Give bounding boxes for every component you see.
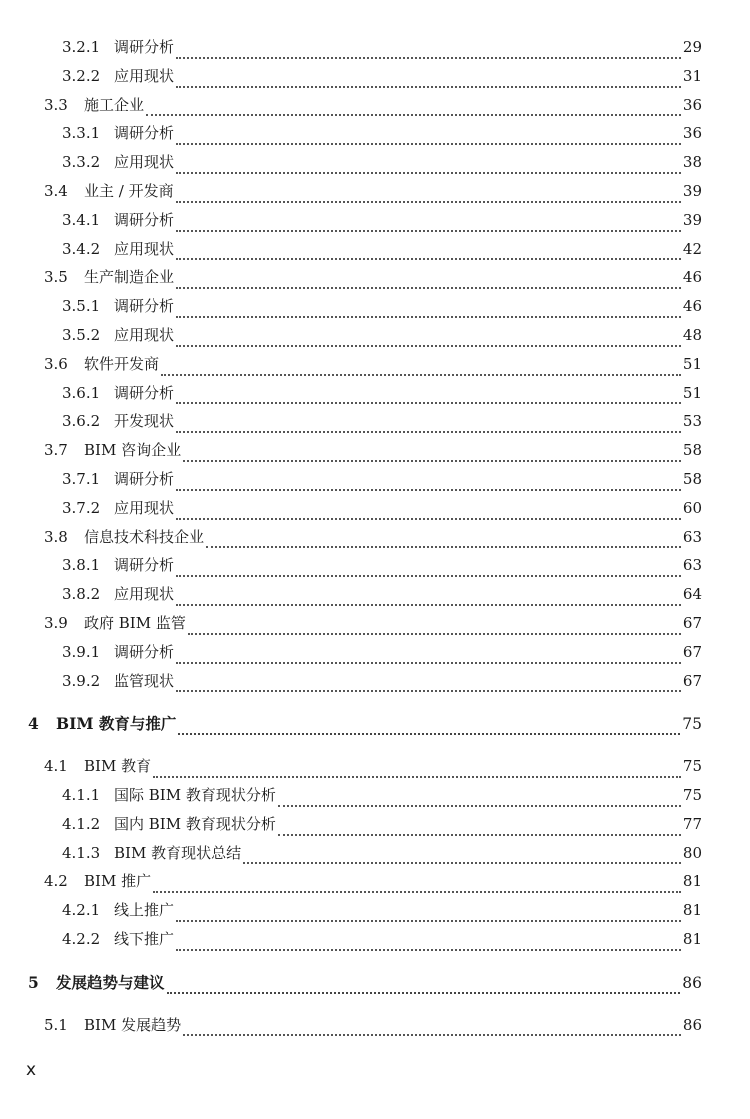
page-number-footer: x — [26, 1060, 37, 1080]
toc-entry-title: 生产制造企业 — [84, 268, 175, 287]
toc-entry-title: 调研分析 — [114, 556, 175, 575]
dot-leader — [183, 1033, 681, 1036]
toc-entry-title: 开发现状 — [114, 412, 175, 431]
toc-entry-number: 3.7 — [44, 441, 68, 460]
toc-subsection-entry[interactable] — [0, 468, 750, 497]
toc-entry-number: 3.7.1 — [62, 469, 101, 488]
toc-entry-title: 调研分析 — [114, 38, 175, 56]
dot-leader — [188, 632, 681, 635]
dot-leader — [176, 919, 681, 922]
dot-leader — [176, 401, 681, 404]
toc-entry-page-number: 77 — [682, 814, 702, 833]
toc-entry-page-number: 48 — [682, 325, 702, 344]
dot-leader — [178, 732, 680, 735]
toc-entry-number: 4.1.1 — [62, 785, 101, 804]
toc-entry-number: 3.3 — [44, 95, 68, 114]
toc-subsection-entry[interactable] — [0, 928, 750, 957]
toc-entry-number: 3.7.2 — [62, 498, 101, 517]
toc-entry-number: 3.8.1 — [62, 556, 101, 575]
toc-entry-page-number: 46 — [682, 297, 702, 316]
toc-entry-page-number: 42 — [682, 239, 702, 258]
toc-subsection-entry[interactable] — [0, 784, 750, 813]
toc-entry-number: 3.5 — [44, 268, 68, 287]
toc-entry-title: 发展趋势与建议 — [56, 972, 165, 992]
toc-entry-title: 调研分析 — [114, 383, 175, 402]
toc-entry-page-number: 51 — [682, 354, 702, 373]
toc-entry-title: 应用现状 — [114, 66, 175, 85]
toc-entry-number: 3.2.2 — [62, 66, 101, 85]
toc-entry-page-number: 31 — [682, 66, 702, 85]
dot-leader — [243, 861, 681, 864]
toc-entry-title: 国际 BIM 教育现状分析 — [114, 785, 276, 804]
toc-entry-title: 调研分析 — [114, 210, 175, 229]
toc-entry-number: 4.2 — [44, 872, 68, 891]
toc-entry-number: 5.1 — [44, 1015, 68, 1034]
toc-subsection-entry[interactable] — [0, 122, 750, 151]
toc-entry-number: 3.8.2 — [62, 585, 101, 604]
dot-leader — [176, 517, 681, 520]
toc-section-entry[interactable] — [0, 439, 750, 468]
toc-entry-page-number: 86 — [682, 1015, 702, 1034]
toc-section-entry[interactable] — [0, 180, 750, 209]
dot-leader — [176, 574, 681, 577]
toc-entry-page-number: 81 — [682, 901, 702, 920]
toc-entry-page-number: 86 — [682, 973, 702, 992]
toc-section-entry[interactable] — [0, 353, 750, 382]
toc-entry-number: 4.2.2 — [62, 929, 101, 948]
toc-entry-number: 3.6 — [44, 354, 68, 373]
dot-leader — [176, 488, 681, 491]
dot-leader — [153, 775, 681, 778]
toc-entry-page-number: 53 — [682, 412, 702, 431]
toc-entry-number: 5 — [28, 972, 39, 992]
toc-entry-number: 3.6.2 — [62, 412, 101, 431]
toc-entry-number: 3.9.1 — [62, 642, 101, 661]
toc-entry-page-number: 58 — [682, 441, 702, 460]
dot-leader — [176, 948, 681, 951]
dot-leader — [167, 991, 681, 994]
dot-leader — [206, 545, 681, 548]
dot-leader — [176, 257, 681, 260]
dot-leader — [146, 113, 681, 116]
dot-leader — [278, 804, 681, 807]
toc-entry-page-number: 67 — [682, 671, 702, 690]
toc-entry-page-number: 39 — [682, 210, 702, 229]
dot-leader — [153, 890, 681, 893]
toc-entry-title: 调研分析 — [114, 469, 175, 488]
table-of-contents — [0, 36, 750, 1042]
dot-leader — [176, 85, 681, 88]
toc-entry-title: 应用现状 — [114, 585, 175, 604]
toc-subsection-entry[interactable] — [0, 410, 750, 439]
toc-entry-page-number: 46 — [682, 268, 702, 287]
toc-section-entry[interactable] — [0, 526, 750, 555]
toc-subsection-entry[interactable] — [0, 65, 750, 94]
toc-entry-page-number: 36 — [682, 95, 702, 114]
toc-subsection-entry[interactable] — [0, 899, 750, 928]
toc-entry-number: 3.9 — [44, 613, 68, 632]
toc-entry-title: 应用现状 — [114, 153, 175, 172]
toc-entry-page-number: 58 — [682, 469, 702, 488]
toc-entry-title: 监管现状 — [114, 671, 175, 690]
toc-entry-title: 施工企业 — [84, 95, 145, 114]
toc-entry-page-number: 81 — [682, 872, 702, 891]
toc-entry-title: 信息技术科技企业 — [84, 527, 205, 546]
dot-leader — [176, 603, 681, 606]
toc-entry-title: 调研分析 — [114, 124, 175, 143]
toc-entry-number: 4.2.1 — [62, 901, 101, 920]
dot-leader — [183, 459, 681, 462]
toc-entry-number: 3.8 — [44, 527, 68, 546]
toc-entry-page-number: 67 — [682, 613, 702, 632]
dot-leader — [176, 200, 681, 203]
toc-entry-page-number: 64 — [682, 585, 702, 604]
toc-entry-title: 国内 BIM 教育现状分析 — [114, 814, 276, 833]
toc-entry-title: 业主 / 开发商 — [84, 181, 174, 200]
toc-entry-page-number: 51 — [682, 383, 702, 402]
toc-entry-number: 4.1.2 — [62, 814, 101, 833]
toc-entry-title: 调研分析 — [114, 642, 175, 661]
toc-entry-title: BIM 教育现状总结 — [114, 843, 242, 862]
toc-entry-title: 软件开发商 — [84, 354, 160, 373]
toc-section-entry[interactable] — [0, 94, 750, 123]
dot-leader — [176, 229, 681, 232]
toc-entry-page-number: 29 — [682, 38, 702, 56]
toc-entry-page-number: 63 — [682, 556, 702, 575]
toc-subsection-entry[interactable] — [0, 151, 750, 180]
toc-entry-page-number: 81 — [682, 929, 702, 948]
toc-subsection-entry[interactable] — [0, 842, 750, 871]
toc-entry-title: BIM 咨询企业 — [84, 441, 182, 460]
toc-chapter-entry[interactable] — [0, 712, 750, 741]
toc-entry-page-number: 80 — [682, 843, 702, 862]
dot-leader — [176, 56, 681, 59]
dot-leader — [176, 344, 681, 347]
toc-subsection-entry[interactable] — [0, 238, 750, 267]
toc-entry-number: 3.9.2 — [62, 671, 101, 690]
toc-entry-page-number: 60 — [682, 498, 702, 517]
toc-subsection-entry[interactable] — [0, 209, 750, 238]
toc-chapter-entry[interactable] — [0, 971, 750, 1000]
toc-entry-title: BIM 发展趋势 — [84, 1015, 182, 1034]
dot-leader — [176, 142, 681, 145]
toc-entry-page-number: 39 — [682, 181, 702, 200]
toc-subsection-entry[interactable] — [0, 497, 750, 526]
toc-subsection-entry[interactable] — [0, 813, 750, 842]
toc-entry-number: 3.3.1 — [62, 124, 101, 143]
toc-section-entry[interactable] — [0, 266, 750, 295]
dot-leader — [176, 689, 681, 692]
toc-entry-number: 3.5.1 — [62, 297, 101, 316]
toc-subsection-entry[interactable] — [0, 382, 750, 411]
dot-leader — [176, 286, 681, 289]
toc-subsection-entry[interactable] — [0, 36, 750, 65]
dot-leader — [278, 833, 681, 836]
toc-entry-page-number: 38 — [682, 153, 702, 172]
toc-entry-page-number: 63 — [682, 527, 702, 546]
toc-entry-number: 3.5.2 — [62, 325, 101, 344]
toc-entry-title: 应用现状 — [114, 325, 175, 344]
toc-entry-title: 应用现状 — [114, 498, 175, 517]
toc-entry-number: 3.4.2 — [62, 239, 101, 258]
dot-leader — [176, 661, 681, 664]
toc-entry-page-number: 67 — [682, 642, 702, 661]
toc-entry-number: 3.2.1 — [62, 38, 101, 56]
toc-subsection-entry[interactable] — [0, 583, 750, 612]
toc-entry-page-number: 75 — [682, 715, 702, 734]
dot-leader — [176, 171, 681, 174]
toc-entry-number: 4.1.3 — [62, 843, 101, 862]
toc-entry-number: 3.3.2 — [62, 153, 101, 172]
dot-leader — [176, 430, 681, 433]
toc-entry-number: 3.4.1 — [62, 210, 101, 229]
toc-entry-title: 应用现状 — [114, 239, 175, 258]
toc-subsection-entry[interactable] — [0, 641, 750, 670]
dot-leader — [176, 315, 681, 318]
toc-entry-title: 调研分析 — [114, 297, 175, 316]
toc-section-entry[interactable] — [0, 1014, 750, 1043]
dot-leader — [161, 373, 681, 376]
toc-entry-number: 4 — [28, 714, 39, 734]
toc-entry-number: 4.1 — [44, 757, 68, 776]
toc-entry-title: BIM 教育 — [84, 757, 152, 776]
toc-entry-title: 线下推广 — [114, 929, 175, 948]
toc-entry-title: BIM 教育与推广 — [56, 714, 177, 734]
toc-entry-title: BIM 推广 — [84, 872, 152, 891]
toc-section-entry[interactable] — [0, 755, 750, 784]
toc-section-entry[interactable] — [0, 612, 750, 641]
toc-subsection-entry[interactable] — [0, 670, 750, 699]
toc-entry-page-number: 75 — [682, 757, 702, 776]
toc-subsection-entry[interactable] — [0, 324, 750, 353]
toc-entry-page-number: 36 — [682, 124, 702, 143]
toc-entry-number: 3.4 — [44, 181, 68, 200]
toc-entry-title: 线上推广 — [114, 901, 175, 920]
toc-section-entry[interactable] — [0, 870, 750, 899]
toc-subsection-entry[interactable] — [0, 554, 750, 583]
toc-entry-title: 政府 BIM 监管 — [84, 613, 186, 632]
toc-entry-number: 3.6.1 — [62, 383, 101, 402]
toc-entry-page-number: 75 — [682, 785, 702, 804]
toc-subsection-entry[interactable] — [0, 295, 750, 324]
